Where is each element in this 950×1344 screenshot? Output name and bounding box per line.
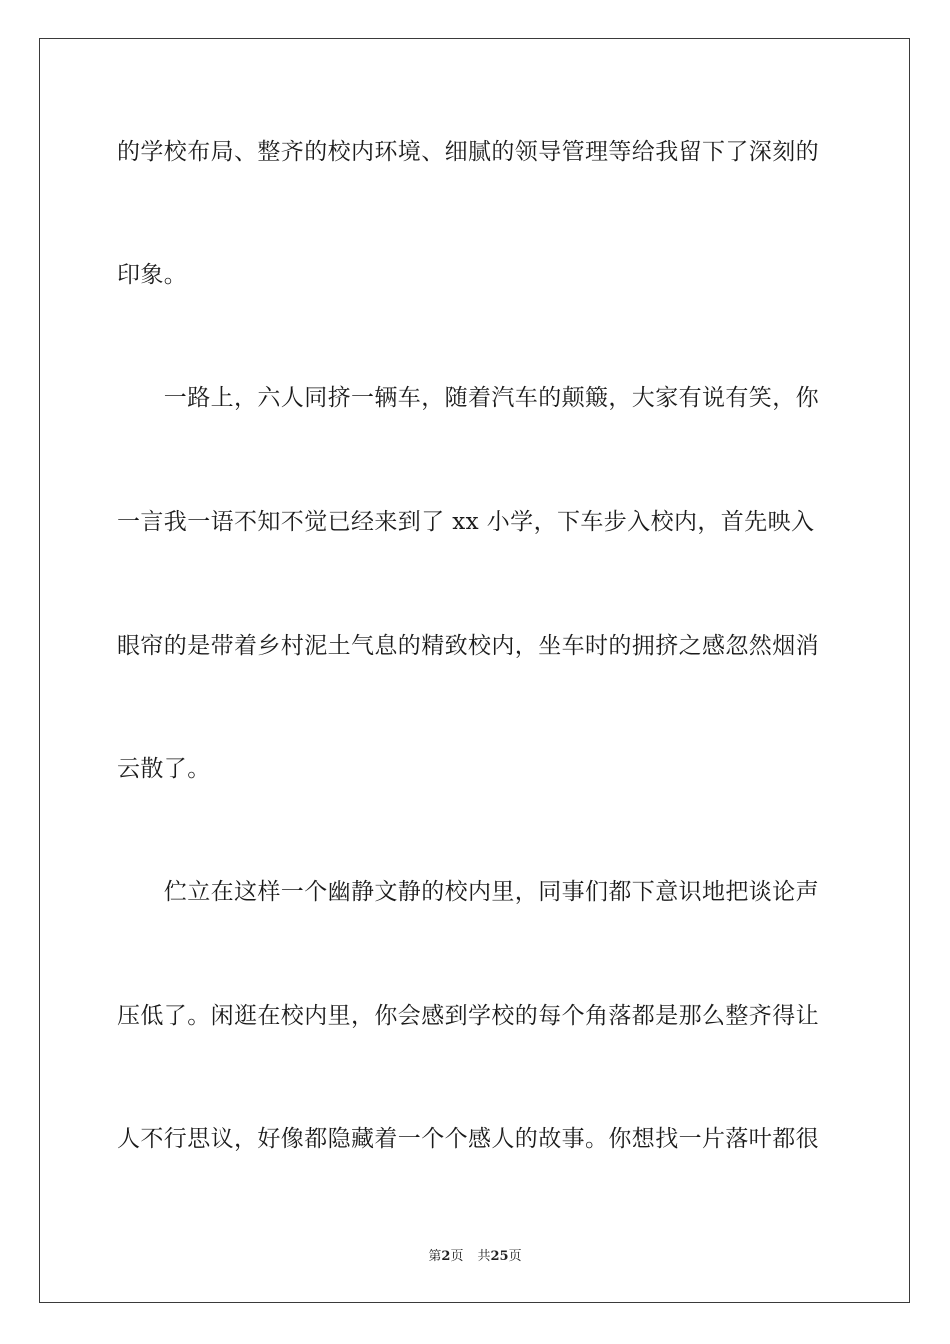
text-line: 人不行思议，好像都隐藏着一个个感人的故事。你想找一片落叶都很 bbox=[117, 1126, 819, 1152]
text-line: 云散了。 bbox=[117, 756, 211, 782]
text-line: 压低了。闲逛在校内里，你会感到学校的每个角落都是那么整齐得让 bbox=[117, 1003, 819, 1029]
text-line: 的学校布局、整齐的校内环境、细腻的领导管理等给我留下了深刻的 bbox=[117, 139, 819, 165]
text-line: 伫立在这样一个幽静文静的校内里，同事们都下意识地把谈论声 bbox=[117, 879, 819, 905]
page-footer bbox=[0, 1248, 950, 1266]
current-page-number: 2 bbox=[441, 1249, 451, 1264]
text-line: 眼帘的是带着乡村泥土气息的精致校内，坐车时的拥挤之感忽然烟消 bbox=[117, 633, 819, 659]
total-suffix: 页 bbox=[508, 1249, 522, 1264]
page-prefix: 第 bbox=[428, 1249, 442, 1264]
total-prefix: 共 bbox=[477, 1249, 491, 1264]
text-line: 一言我一语不知不觉已经来到了 xx 小学，下车步入校内，首先映入 bbox=[117, 509, 815, 535]
page-border bbox=[39, 38, 910, 1303]
page-suffix: 页 bbox=[450, 1249, 464, 1264]
total-pages-number: 25 bbox=[490, 1249, 509, 1264]
text-line: 印象。 bbox=[117, 262, 188, 288]
text-line: 一路上，六人同挤一辆车，随着汽车的颠簸，大家有说有笑，你 bbox=[117, 385, 819, 411]
